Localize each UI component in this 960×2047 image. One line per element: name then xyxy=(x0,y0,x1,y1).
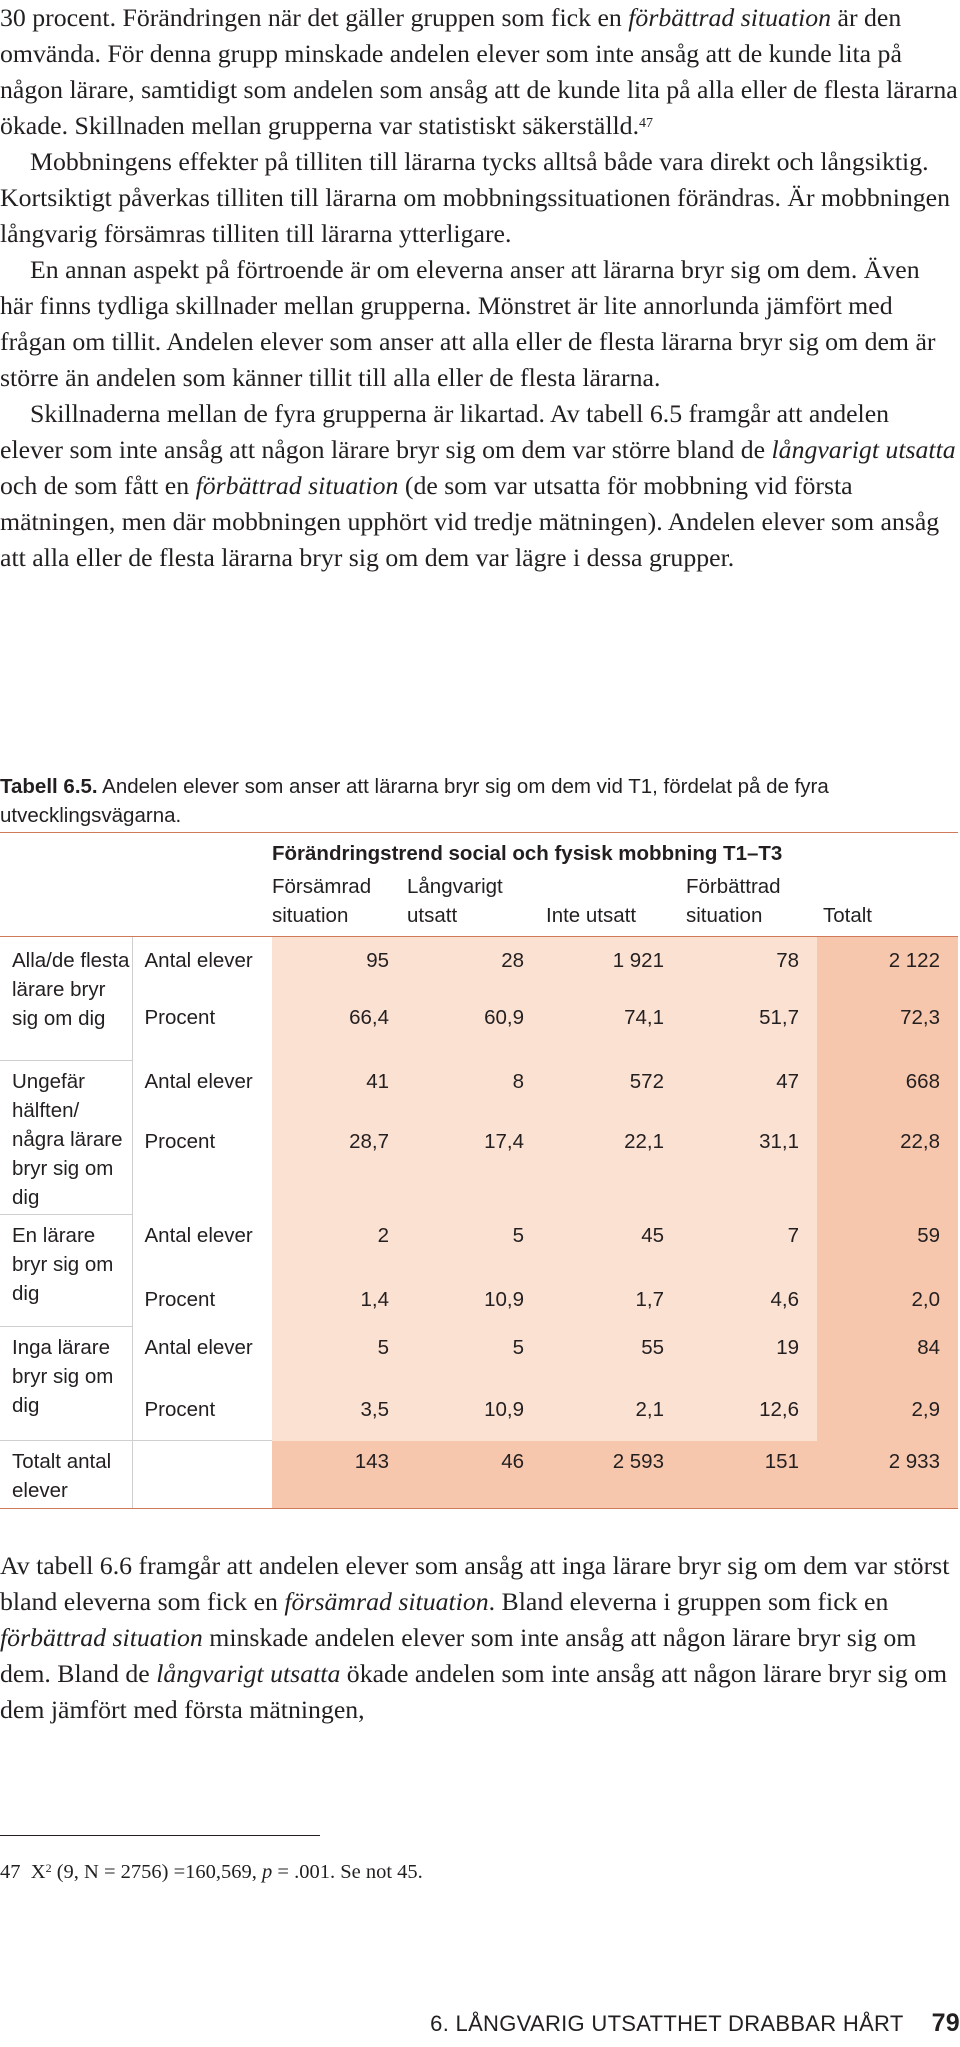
group-label: Ungefär hälften/ några lärare bryr sig om dig xyxy=(0,1061,132,1215)
paragraph-3: En annan aspekt på förtroende är om eleverna anser att lärarna bryr sig om dem. Även här finns tydliga skillnader mellan grupperna. Mönstret är lite annorlunda jämfört med frågan om tillit. Andelen elever som anser att alla eller de flesta lärarna bryr sig om dem är större än andelen som känner tillit till alla eller de flesta lärarna. xyxy=(0,255,936,392)
table-cell: 74,1 xyxy=(542,999,682,1061)
table-cell: 2 xyxy=(272,1215,407,1283)
body-text-bottom xyxy=(0,1548,958,1728)
table-cell: 59 xyxy=(817,1215,958,1283)
table-cell: 1 921 xyxy=(542,937,682,999)
measure-label: Antal elever xyxy=(132,937,272,999)
paragraph-1: 30 procent. Förändringen när det gäller gruppen som fick en förbättrad situation är den omvända. För denna grupp minskade andelen elever som inte ansåg att de kunde lita på någon lärare, samtidigt som andelen som ansåg att de kunde lita på alla eller de flesta lärarna ökade. Skillnaden mellan grupperna var statistiskt säkerställd.$^{47}$ xyxy=(0,3,958,140)
body-text-top xyxy=(0,0,958,576)
table-row xyxy=(0,999,958,1061)
running-footer xyxy=(430,2009,960,2038)
table-cell: 2 122 xyxy=(817,937,958,999)
table-cell: 10,9 xyxy=(407,1393,542,1441)
table-cell: 78 xyxy=(682,937,817,999)
total-cell: 143 xyxy=(272,1441,407,1509)
table-row xyxy=(0,1123,958,1215)
table-cell: 668 xyxy=(817,1061,958,1123)
table-cell: 72,3 xyxy=(817,999,958,1061)
col-header: Förbättrad situation xyxy=(682,871,817,937)
table-cell: 84 xyxy=(817,1327,958,1393)
total-cell: 2 933 xyxy=(817,1441,958,1509)
table-cell: 95 xyxy=(272,937,407,999)
measure-label: Antal elever xyxy=(132,1215,272,1283)
data-table xyxy=(0,832,958,1509)
table-cell: 22,8 xyxy=(817,1123,958,1215)
table-cell: 60,9 xyxy=(407,999,542,1061)
total-cell: 46 xyxy=(407,1441,542,1509)
table-row xyxy=(0,1215,958,1283)
table-cell: 7 xyxy=(682,1215,817,1283)
table-row xyxy=(0,937,958,999)
table-cell: 31,1 xyxy=(682,1123,817,1215)
table-cell: 8 xyxy=(407,1061,542,1123)
measure-label: Antal elever xyxy=(132,1061,272,1123)
table-cell: 2,1 xyxy=(542,1393,682,1441)
table-cell: 3,5 xyxy=(272,1393,407,1441)
col-header: Totalt xyxy=(817,871,958,937)
footnote-47: 47 $X^2$ (9, N = 2756) =160,569, p = .001. Se not 45. xyxy=(0,1861,423,1883)
table-total-row xyxy=(0,1441,958,1509)
total-cell: 2 593 xyxy=(542,1441,682,1509)
total-cell: 151 xyxy=(682,1441,817,1509)
table-row xyxy=(0,1283,958,1327)
table-cell: 1,7 xyxy=(542,1283,682,1327)
table-header-row-2 xyxy=(0,871,958,937)
table-cell: 5 xyxy=(272,1327,407,1393)
table-row xyxy=(0,1393,958,1441)
col-header: Försämrad situation xyxy=(272,871,407,937)
table-cell: 66,4 xyxy=(272,999,407,1061)
footnote-ref-47[interactable]: 47 xyxy=(639,116,654,131)
table-cell: 17,4 xyxy=(407,1123,542,1215)
measure-label: Procent xyxy=(132,1123,272,1215)
table-cell: 28 xyxy=(407,937,542,999)
page-number: 79 xyxy=(931,2009,960,2037)
table-cell: 4,6 xyxy=(682,1283,817,1327)
table-cell: 1,4 xyxy=(272,1283,407,1327)
col-header: Inte utsatt xyxy=(542,871,682,937)
measure-label: Procent xyxy=(132,1283,272,1327)
measure-label: Procent xyxy=(132,999,272,1061)
table-cell: 2,9 xyxy=(817,1393,958,1441)
table-cell: 5 xyxy=(407,1215,542,1283)
table-cell: 10,9 xyxy=(407,1283,542,1327)
group-label: Alla/de flesta lärare bryr sig om dig xyxy=(12,949,130,1030)
chapter-title: 6. LÅNGVARIG UTSATTHET DRABBAR HÅRT xyxy=(430,2011,904,2036)
measure-label: Procent xyxy=(132,1393,272,1441)
table-header-row-1 xyxy=(0,833,958,871)
table-cell: 19 xyxy=(682,1327,817,1393)
table-row xyxy=(0,1061,958,1123)
table-cell: 22,1 xyxy=(542,1123,682,1215)
measure-label: Antal elever xyxy=(132,1327,272,1393)
table-caption-label: Tabell 6.5. xyxy=(0,775,98,798)
table-cell: 5 xyxy=(407,1327,542,1393)
paragraph-5: Av tabell 6.6 framgår att andelen elever som ansåg att inga lärare bryr sig om dem var störst bland eleverna som fick en försämrad situation. Bland eleverna i gruppen som fick en förbättrad situation minskade andelen elever som inte ansåg att någon lärare bryr sig om dem. Bland de långvarigt utsatta ökade andelen som inte ansåg att någon lärare bryr sig om dem jämfört med första mätningen, xyxy=(0,1551,950,1724)
table-row xyxy=(0,1327,958,1393)
paragraph-2: Mobbningens effekter på tilliten till lärarna tycks alltså både vara direkt och långsiktig. Kortsiktigt påverkas tilliten till lärarna om mobbningssituationen förändras. Är mobbningen långvarig försämras tilliten till lärarna ytterligare. xyxy=(0,147,951,248)
footnote-divider xyxy=(0,1835,320,1836)
paragraph-4: Skillnaderna mellan de fyra grupperna är likartad. Av tabell 6.5 framgår att andelen elever som inte ansåg att någon lärare bryr sig om dem var större bland de långvarigt utsatta och de som fått en förbättrad situation (de som var utsatta för mobbning vid första mätningen, men där mobbningen upphört vid tredje mätningen). Andelen elever som ansåg att alla eller de flesta lärarna bryr sig om dem var lägre i dessa grupper. xyxy=(0,399,956,572)
table-cell: 572 xyxy=(542,1061,682,1123)
col-header: Långvarigt utsatt xyxy=(407,871,542,937)
table-cell: 47 xyxy=(682,1061,817,1123)
table-cell: 12,6 xyxy=(682,1393,817,1441)
table-caption: Tabell 6.5. Andelen elever som anser att lärarna bryr sig om dem vid T1, fördelat på de fyra utvecklingsvägarna. xyxy=(0,775,829,827)
table-super-header: Förändringstrend social och fysisk mobbning T1–T3 xyxy=(272,833,958,871)
table-cell: 28,7 xyxy=(272,1123,407,1215)
group-label: Inga lärare bryr sig om dig xyxy=(0,1327,132,1441)
table-cell: 2,0 xyxy=(817,1283,958,1327)
table-cell: 51,7 xyxy=(682,999,817,1061)
total-label: Totalt antal elever xyxy=(0,1441,132,1509)
table-cell: 55 xyxy=(542,1327,682,1393)
group-label: En lärare bryr sig om dig xyxy=(0,1215,132,1327)
table-cell: 45 xyxy=(542,1215,682,1283)
table-cell: 41 xyxy=(272,1061,407,1123)
